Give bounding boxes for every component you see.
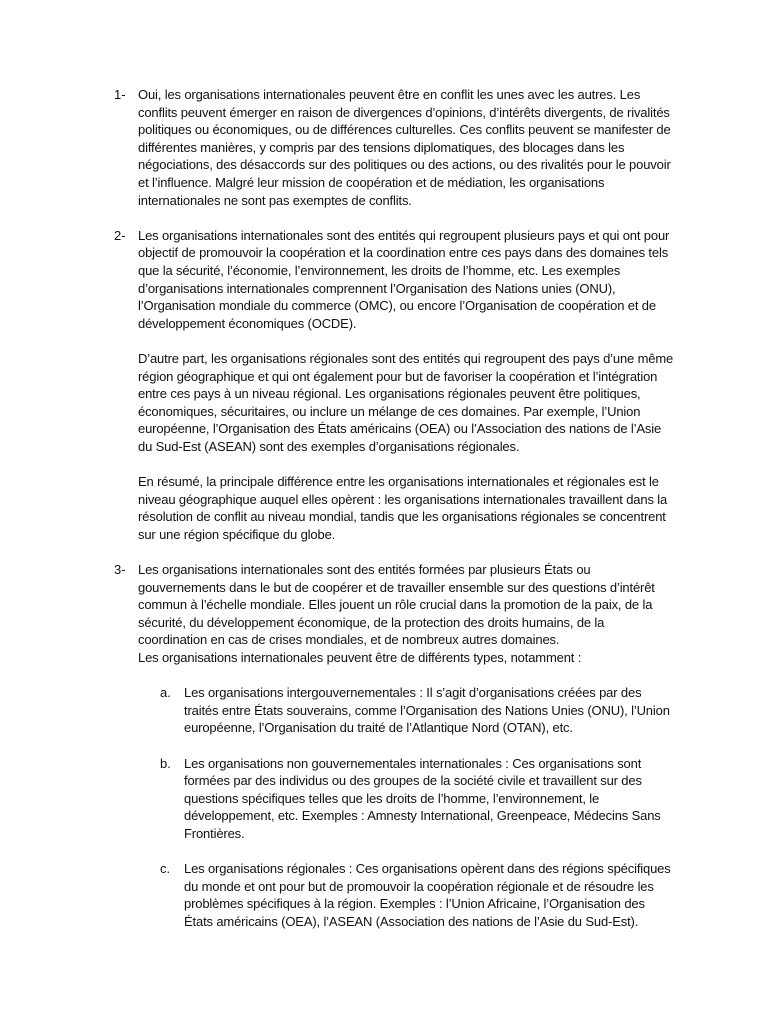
paragraph: Les organisations internationales sont des entités formées par plusieurs États ou gouvernements dans le but de coopérer et de travailler ensemble sur des questions d’intérêt commun à l’échelle mondiale. Elles jouent un rôle crucial dans la promotion de la paix, de la sécurité, du développement économique, de la protection des droits humains, de la coordination en cas de crises mondiales, et de nombreux autres domaines. (138, 562, 655, 648)
sub-text: Les organisations intergouvernementales : Il s’agit d’organisations créées par des traités entre États souverains, comme l’Organisation des Nations Unies (ONU), l’Union européenne, l’Organisation du traité de l’Atlantique Nord (OTAN), etc. (184, 685, 670, 736)
list-item-3 (114, 561, 680, 948)
paragraph: D’autre part, les organisations régionales sont des entités qui regroupent des pays d’une même région géographique et qui ont également pour but de favoriser la coopération et l’intégration entre ces pays à un niveau régional. Les organisations régionales peuvent être politiques, économiques, sécuritaires, ou inclure un mélange de ces domaines. Par exemple, l’Union européenne, l’Organisation des États américains (OEA) ou l’Association des nations de l’Asie du Sud-Est (ASEAN) sont des exemples d’organisations régionales. (138, 350, 674, 454)
sub-letter: a. (160, 685, 171, 701)
sub-text: Les organisations non gouvernementales internationales : Ces organisations sont formées par des individus ou des groupes de la société civile et travaillent sur des questions spécifiques telles que les droits de l’homme, l’environnement, le développement, etc. Exemples : Amnesty International, Greenpeace, Médecins Sans Frontières. (184, 755, 661, 841)
paragraph: En résumé, la principale différence entre les organisations internationales et régionales est le niveau géographique auquel elles opèrent : les organisations internationales travaillent dans la résolution de conflit au niveau mondial, tandis que les organisations régionales se concentrent sur une région spécifique du globe. (138, 474, 668, 542)
sub-item-a (160, 684, 674, 737)
sub-letter: c. (160, 861, 171, 877)
sub-item-b (160, 755, 674, 843)
list-number: 2- (114, 227, 126, 243)
list-item-body (138, 561, 674, 948)
paragraph: Les organisations internationales sont des entités qui regroupent plusieurs pays et qui ont pour objectif de promouvoir la coopération et la coordination entre ces pays dans des domaines tels que la sécurité, l’économie, l’environnement, les droits de l’homme, etc. Les exemples d’organisations internationales comprennent l’Organisation des Nations unies (ONU), l’Organisation mondiale du commerce (OMC), ou encore l’Organisation de coopération et de développement économiques (OCDE). (138, 227, 670, 331)
list-number: 1- (114, 87, 126, 102)
list-number: 3- (114, 562, 126, 578)
list-item-body (138, 227, 674, 561)
sub-list (138, 684, 674, 930)
list-item-body (138, 86, 674, 227)
paragraph: Les organisations internationales peuvent être de différents types, notamment : (138, 650, 582, 665)
sub-text: Les organisations régionales : Ces organisations opèrent dans des régions spécifiques du monde et ont pour but de promouvoir la coopération régionale et de résoudre les problèmes spécifiques à la région. Exemples : l’Union Africaine, l’Organisation des États américains (OEA), l’ASEAN (Association des nations de l’Asie du Sud-Est). (184, 861, 671, 929)
list-item-2 (114, 227, 680, 561)
paragraph: Oui, les organisations internationales peuvent être en conflit les unes avec les autres. Les conflits peuvent émerger en raison de divergences d’opinions, d’intérêts divergents, de rivalités politiques ou économiques, ou de différences culturelles. Ces conflits peuvent se manifester de différentes manières, y compris par des tensions diplomatiques, des blocages dans les négociations, des désaccords sur des politiques ou des actions, ou des rivalités pour le pouvoir et l’influence. Malgré leur mission de coopération et de médiation, les organisations internationales ne sont pas exemptes de conflits. (138, 87, 671, 208)
sub-item-c (160, 860, 674, 930)
sub-letter: b. (160, 755, 171, 771)
list-item-1 (114, 86, 680, 227)
